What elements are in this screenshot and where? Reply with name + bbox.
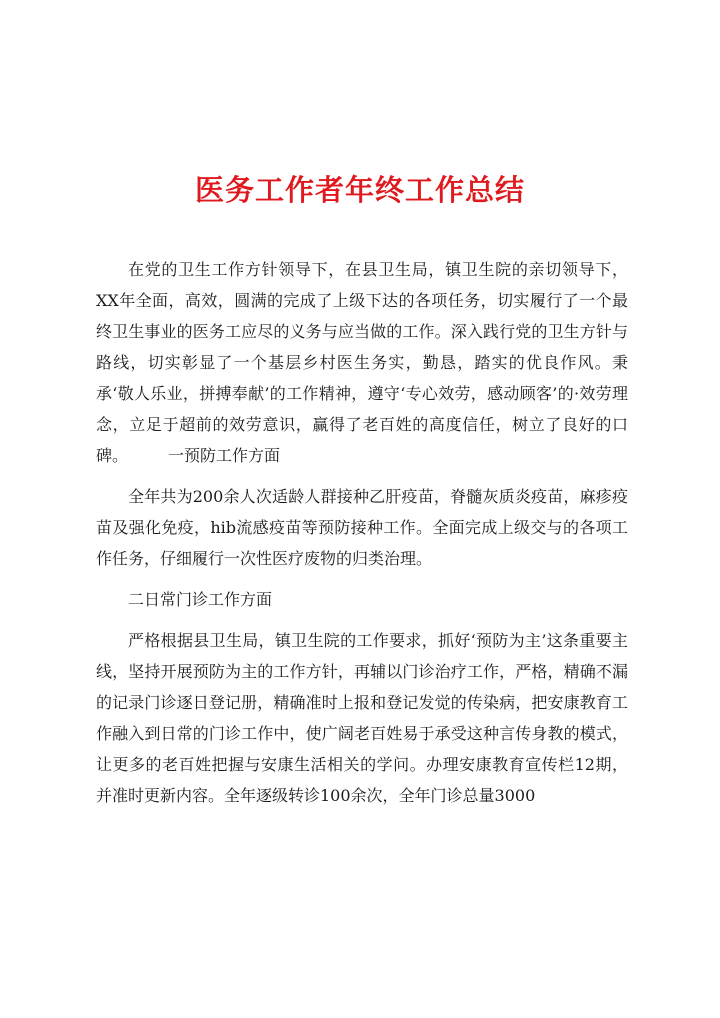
paragraph-outpatient: 严格根据县卫生局，镇卫生院的工作要求，抓好‘预防为主’这条重要主线，坚持开展预防为主的工作方针，再辅以门诊治疗工作，严格，精确不漏的记录门诊逐日登记册，精确准时上报和登记发觉的传染病，把安康教育工作融入到日常的门诊工作中，使广阔老百姓易于承受这种言传身教的模式，让更多的老百姓把握与安康生活相关的学问。办理安康教育宣传栏12期，并准时更新内容。全年逐级转诊100余次，全年门诊总量3000 <box>96 631 628 805</box>
section-heading-outpatient: 二日常门诊工作方面 <box>128 590 273 609</box>
paragraph-prevention: 全年共为200余人次适龄人群接种乙肝疫苗，脊髓灰质炎疫苗，麻疹疫苗及强化免疫，hib流感疫苗等预防接种工作。全面完成上级交与的各项工作任务，仔细履行一次性医疗废物的归类治理。 <box>96 487 628 568</box>
document-body <box>96 254 628 821</box>
paragraph-intro-text: 在党的卫生工作方针领导下，在县卫生局，镇卫生院的亲切领导下，XX年全面，高效，圆满的完成了上级下达的各项任务，切实履行了一个最终卫生事业的医务工应尽的义务与应当做的工作。深入践行党的卫生方针与路线，切实彰显了一个基层乡村医生务实，勤恳，踏实的优良作风。秉承‘敬人乐业，拼搏奉献’的工作精神，遵守‘专心效劳，感动顾客’的·效劳理念，立足于超前的效劳意识，赢得了老百姓的高度信任，树立了良好的口碑。 <box>96 260 628 465</box>
document-title: 医务工作者年终工作总结 <box>194 173 525 208</box>
section-heading-prevention: 一预防工作方面 <box>168 446 281 465</box>
paragraph-intro <box>96 254 628 471</box>
